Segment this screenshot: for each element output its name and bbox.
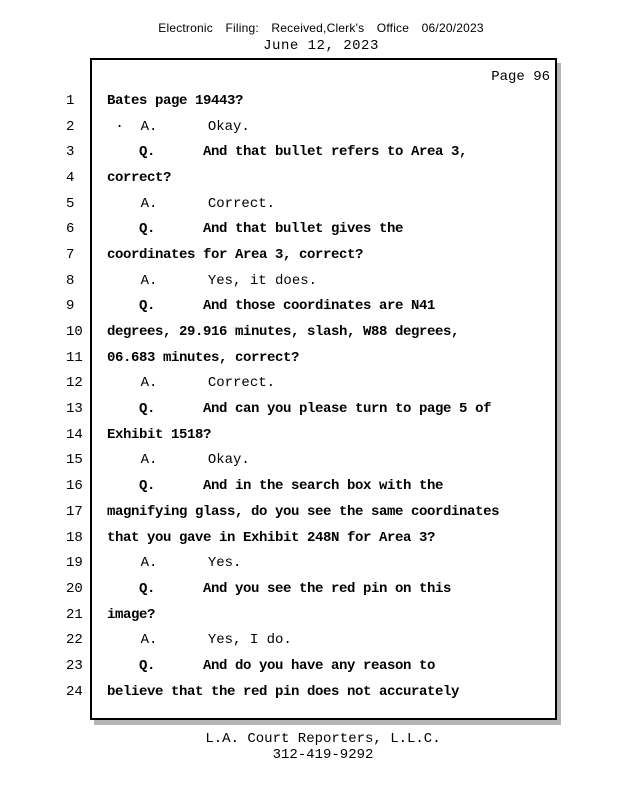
hearing-date: June 12, 2023 <box>263 38 379 54</box>
line-text: A. Okay. <box>107 452 250 469</box>
transcript-line <box>66 602 571 628</box>
line-number: 4 <box>66 169 75 186</box>
line-number: 11 <box>66 349 83 366</box>
line-text: Q. And that bullet gives the <box>107 221 404 238</box>
line-text: · A. Okay. <box>107 118 250 135</box>
line-number: 22 <box>66 632 83 649</box>
transcript-line <box>66 576 571 602</box>
line-number: 8 <box>66 272 75 289</box>
line-number: 2 <box>66 118 75 135</box>
transcript-line <box>66 653 571 679</box>
line-text: A. Yes, I do. <box>107 632 292 649</box>
electronic-filing-stamp: Electronic Filing: Received,Clerk's Office 06/20/2023 <box>158 21 484 35</box>
transcript-line <box>66 88 571 114</box>
transcript-line <box>66 294 571 320</box>
reporter-footer <box>14 731 618 763</box>
transcript-line <box>66 525 571 551</box>
line-number: 10 <box>66 324 83 341</box>
line-text: Q. And do you have any reason to <box>107 657 436 674</box>
filing-header <box>12 21 618 54</box>
transcript-line <box>66 242 571 268</box>
line-text: Q. And in the search box with the <box>107 478 444 495</box>
reporter-company: L.A. Court Reporters, L.L.C. <box>205 731 441 747</box>
line-text: image? <box>107 606 156 623</box>
transcript-line <box>66 499 571 525</box>
line-text: Exhibit 1518? <box>107 426 212 443</box>
transcript-lines <box>66 88 571 705</box>
transcript-line <box>66 550 571 576</box>
page-number: Page 96 <box>491 69 550 85</box>
line-number: 24 <box>66 683 83 700</box>
line-text: A. Yes. <box>107 555 242 572</box>
transcript-line <box>66 627 571 653</box>
line-number: 13 <box>66 401 83 418</box>
transcript-line <box>66 319 571 345</box>
transcript-line <box>66 216 571 242</box>
line-text: A. Yes, it does. <box>107 272 318 289</box>
line-text: believe that the red pin does not accurately <box>107 683 460 700</box>
line-number: 6 <box>66 221 75 238</box>
line-number: 21 <box>66 606 83 623</box>
transcript-line <box>66 268 571 294</box>
line-number: 17 <box>66 503 83 520</box>
line-number: 23 <box>66 657 83 674</box>
transcript-line <box>66 679 571 705</box>
transcript-line <box>66 191 571 217</box>
transcript-line <box>66 371 571 397</box>
line-text: A. Correct. <box>107 375 276 392</box>
line-number: 12 <box>66 375 83 392</box>
transcript-line <box>66 473 571 499</box>
transcript-line <box>66 345 571 371</box>
line-number: 5 <box>66 195 75 212</box>
line-number: 20 <box>66 580 83 597</box>
line-text: 06.683 minutes, correct? <box>107 349 300 366</box>
line-text: Q. And can you please turn to page 5 of <box>107 401 492 418</box>
line-text: Q. And those coordinates are N41 <box>107 298 436 315</box>
line-number: 19 <box>66 555 83 572</box>
line-number: 14 <box>66 426 83 443</box>
line-number: 15 <box>66 452 83 469</box>
line-text: that you gave in Exhibit 248N for Area 3? <box>107 529 436 546</box>
line-text: Q. And you see the red pin on this <box>107 580 452 597</box>
line-text: correct? <box>107 169 172 186</box>
reporter-phone: 312-419-9292 <box>272 747 374 763</box>
transcript-line <box>66 165 571 191</box>
line-text: A. Correct. <box>107 195 276 212</box>
transcript-line <box>66 448 571 474</box>
transcript-line <box>66 396 571 422</box>
line-text: Q. And that bullet refers to Area 3, <box>107 144 468 161</box>
line-number: 1 <box>66 92 75 109</box>
line-text: coordinates for Area 3, correct? <box>107 246 364 263</box>
line-number: 16 <box>66 478 83 495</box>
line-number: 18 <box>66 529 83 546</box>
line-text: Bates page 19443? <box>107 92 244 109</box>
line-number: 7 <box>66 246 75 263</box>
transcript-line <box>66 114 571 140</box>
line-number: 9 <box>66 298 75 315</box>
line-text: magnifying glass, do you see the same coordinates <box>107 503 500 520</box>
line-text: degrees, 29.916 minutes, slash, W88 degrees, <box>107 324 460 341</box>
line-number: 3 <box>66 144 75 161</box>
transcript-line <box>66 139 571 165</box>
transcript-line <box>66 422 571 448</box>
